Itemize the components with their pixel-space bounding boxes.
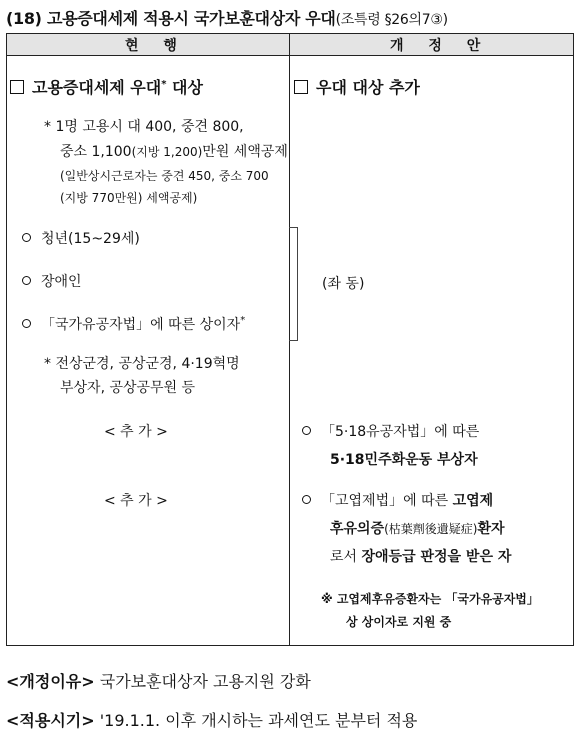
list-item-youth: 청년(15~29세): [22, 228, 140, 248]
add-placeholder-1: < 추 가 >: [104, 424, 168, 440]
title-ref: (조특령 §26의7③): [335, 12, 448, 28]
circle-bullet-icon: [22, 276, 31, 285]
checkbox-square-icon: [10, 80, 24, 94]
left-heading: 고용증대세제 우대* 대상: [10, 75, 203, 98]
right-item2-line2: 후유의증(枯葉劑後遺疑症)환자: [330, 521, 505, 537]
table-header: [7, 34, 573, 56]
right-item1-line2: 5·18민주화운동 부상자: [330, 452, 478, 468]
note2-line2: 부상자, 공상공무원 등: [60, 380, 196, 396]
note1-line4: (지방 770만원) 세액공제): [60, 191, 198, 205]
right-note-line2: 상 상이자로 지원 중: [346, 615, 452, 629]
circle-bullet-icon: [302, 426, 311, 435]
list-item-disabled: 장애인: [22, 271, 82, 291]
circle-bullet-icon: [302, 495, 311, 504]
right-note-line1: ※ 고엽제후유증환자는 「국가유공자법」: [321, 592, 539, 606]
circle-bullet-icon: [22, 233, 31, 242]
right-heading: 우대 대상 추가: [294, 75, 420, 98]
header-proposed: 개 정 안: [390, 38, 491, 54]
effective-date: <적용시기> '19.1.1. 이후 개시하는 과세연도 분부터 적용: [6, 711, 418, 730]
header-current: 현 행: [125, 38, 187, 54]
list-item-veteran: 「국가유공자법」에 따른 상이자*: [22, 314, 245, 334]
title-main: (18) 고용증대세제 적용시 국가보훈대상자 우대: [6, 9, 336, 28]
add-placeholder-2: < 추 가 >: [104, 493, 168, 509]
right-item2-line1: 「고엽제법」에 따른 고엽제: [302, 490, 493, 510]
revision-reason: <개정이유> 국가보훈대상자 고용지원 강화: [6, 672, 311, 691]
right-item2-line3: 로서 장애등급 판정을 받은 자: [330, 549, 512, 565]
note2-line1: * 전상군경, 공상군경, 4·19혁명: [44, 356, 240, 372]
right-item1-line1: 「5·18유공자법」에 따른: [302, 421, 479, 441]
note1-line2: 중소 1,100(지방 1,200)만원 세액공제: [60, 144, 288, 160]
same-as-left: (좌 동): [322, 276, 365, 292]
document-title: [6, 6, 448, 29]
circle-bullet-icon: [22, 319, 31, 328]
note1-line3: (일반상시근로자는 중견 450, 중소 700: [60, 169, 269, 183]
note1-line1: * 1명 고용시 대 400, 중견 800,: [44, 119, 244, 135]
bracket-line: [289, 227, 298, 341]
checkbox-square-icon: [294, 80, 308, 94]
